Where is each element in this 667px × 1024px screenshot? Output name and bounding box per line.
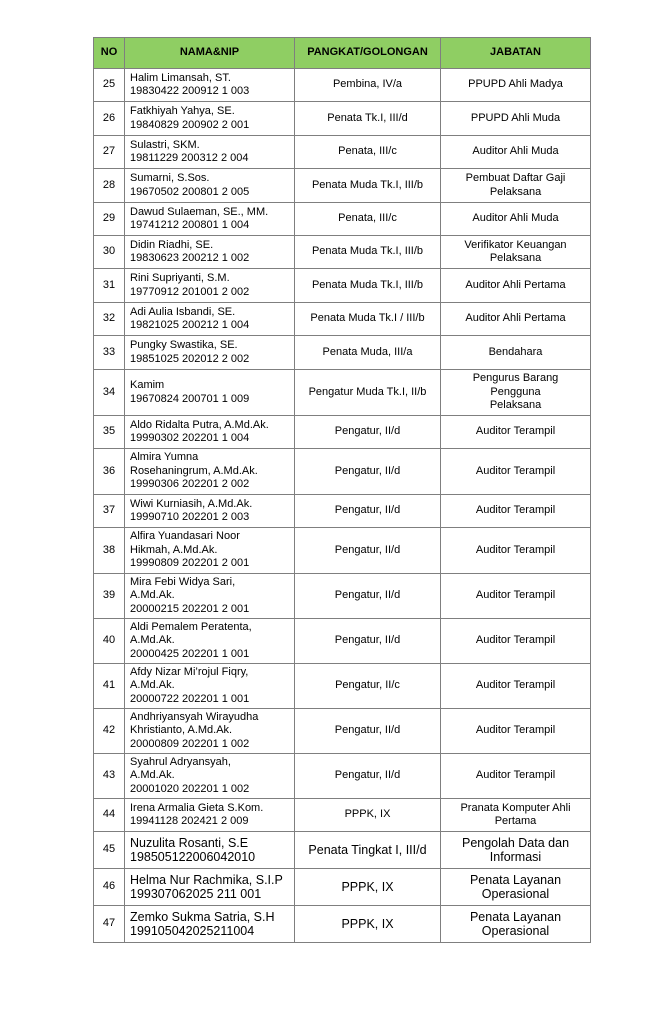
rank-cell: PPPK, IX xyxy=(295,869,441,906)
employee-name: Nuzulita Rosanti, S.E xyxy=(130,836,249,850)
rank-cell: Penata Muda Tk.I, III/b xyxy=(295,236,441,269)
rank-cell: Penata, III/c xyxy=(295,203,441,236)
name-nip-cell xyxy=(125,906,295,943)
table-row xyxy=(94,370,591,416)
table-row xyxy=(94,169,591,203)
employee-nip: 19811229 200312 2 004 xyxy=(130,152,249,164)
rank-cell: Penata Muda Tk.I, III/b xyxy=(295,169,441,203)
employee-name: Andhriyansyah Wirayudha Khristianto, A.Md.Ak. xyxy=(130,710,259,737)
employee-name: Almira Yumna Rosehaningrum, A.Md.Ak. xyxy=(130,451,258,477)
employee-name: Didin Riadhi, SE. xyxy=(130,238,214,251)
row-number: 33 xyxy=(94,336,125,370)
position-cell: Pengurus Barang Pengguna Pelaksana xyxy=(441,370,591,416)
header-rank: PANGKAT/GOLONGAN xyxy=(295,38,441,69)
rank-cell: Pengatur, II/d xyxy=(295,709,441,754)
name-nip-cell xyxy=(125,269,295,303)
name-nip-cell xyxy=(125,102,295,136)
name-nip-cell xyxy=(125,69,295,102)
row-number: 26 xyxy=(94,102,125,136)
position-cell: Auditor Ahli Pertama xyxy=(441,303,591,336)
employee-nip: 19830623 200212 1 002 xyxy=(130,252,250,264)
employee-name: Alfira Yuandasari Noor Hikmah, A.Md.Ak. xyxy=(130,530,240,556)
row-number: 43 xyxy=(94,754,125,799)
table-row xyxy=(94,528,591,574)
name-nip-cell xyxy=(125,495,295,528)
row-number: 34 xyxy=(94,370,125,416)
employee-name: Halim Limansah, ST. xyxy=(130,71,231,84)
rank-cell: Pengatur, II/c xyxy=(295,664,441,709)
name-nip-cell xyxy=(125,370,295,416)
rank-cell: Pengatur Muda Tk.I, II/b xyxy=(295,370,441,416)
table-row xyxy=(94,709,591,754)
employee-name: Helma Nur Rachmika, S.I.P xyxy=(130,873,283,887)
table-row xyxy=(94,303,591,336)
header-name-nip: NAMA&NIP xyxy=(125,38,295,69)
rank-cell: Pengatur, II/d xyxy=(295,574,441,619)
position-cell: PPUPD Ahli Madya xyxy=(441,69,591,102)
employee-name: Mira Febi Widya Sari, A.Md.Ak. xyxy=(130,575,236,602)
table-row xyxy=(94,269,591,303)
table-row xyxy=(94,236,591,269)
row-number: 46 xyxy=(94,869,125,906)
position-cell: Auditor Terampil xyxy=(441,449,591,495)
position-cell: Auditor Terampil xyxy=(441,754,591,799)
name-nip-cell xyxy=(125,832,295,869)
position-cell: Bendahara xyxy=(441,336,591,370)
table-row xyxy=(94,754,591,799)
table-row xyxy=(94,102,591,136)
employee-name: Fatkhiyah Yahya, SE. xyxy=(130,105,235,118)
employee-nip: 19770912 201001 2 002 xyxy=(130,285,250,298)
row-number: 47 xyxy=(94,906,125,943)
rank-cell: Pengatur, II/d xyxy=(295,619,441,664)
employee-nip: 19941128 202421 2 009 xyxy=(130,815,249,827)
name-nip-cell xyxy=(125,336,295,370)
name-nip-cell xyxy=(125,136,295,169)
name-nip-cell xyxy=(125,528,295,574)
employee-name: Sumarni, S.Sos. xyxy=(130,172,210,185)
table-row xyxy=(94,495,591,528)
table-row xyxy=(94,69,591,102)
table-row xyxy=(94,136,591,169)
table-row xyxy=(94,416,591,449)
table-row xyxy=(94,832,591,869)
employee-nip: 199105042025211004 xyxy=(130,924,255,938)
table-header-row xyxy=(94,38,591,69)
row-number: 31 xyxy=(94,269,125,303)
rank-cell: Penata Muda Tk.I / III/b xyxy=(295,303,441,336)
employee-nip: 20000722 202201 1 001 xyxy=(130,692,250,705)
position-cell: Penata Layanan Operasional xyxy=(441,906,591,943)
employee-name: Adi Aulia Isbandi, SE. xyxy=(130,305,236,318)
name-nip-cell xyxy=(125,203,295,236)
employee-nip: 19851025 202012 2 002 xyxy=(130,352,250,365)
employee-name: Aldi Pemalem Peratenta, A.Md.Ak. xyxy=(130,620,252,647)
employee-name: Aldo Ridalta Putra, A.Md.Ak. xyxy=(130,418,269,431)
position-cell: Pembuat Daftar Gaji Pelaksana xyxy=(441,169,591,203)
position-cell: Auditor Terampil xyxy=(441,495,591,528)
name-nip-cell xyxy=(125,169,295,203)
table-row xyxy=(94,869,591,906)
position-cell: Auditor Terampil xyxy=(441,416,591,449)
rank-cell: Penata, III/c xyxy=(295,136,441,169)
position-cell: Verifikator Keuangan Pelaksana xyxy=(441,236,591,269)
table-row xyxy=(94,574,591,619)
row-number: 41 xyxy=(94,664,125,709)
employee-nip: 19741212 200801 1 004 xyxy=(130,219,250,231)
employee-name: Pungky Swastika, SE. xyxy=(130,339,238,352)
name-nip-cell xyxy=(125,799,295,832)
position-cell: Auditor Ahli Muda xyxy=(441,136,591,169)
rank-cell: Penata Tk.I, III/d xyxy=(295,102,441,136)
row-number: 45 xyxy=(94,832,125,869)
position-cell: Auditor Terampil xyxy=(441,574,591,619)
row-number: 27 xyxy=(94,136,125,169)
table-row xyxy=(94,906,591,943)
rank-cell: PPPK, IX xyxy=(295,799,441,832)
rank-cell: Pengatur, II/d xyxy=(295,528,441,574)
employee-name: Wiwi Kurniasih, A.Md.Ak. xyxy=(130,497,253,510)
name-nip-cell xyxy=(125,236,295,269)
table-row xyxy=(94,664,591,709)
rank-cell: Pengatur, II/d xyxy=(295,449,441,495)
table-row xyxy=(94,799,591,832)
employee-nip: 19990306 202201 2 002 xyxy=(130,478,250,491)
row-number: 25 xyxy=(94,69,125,102)
employee-name: Dawud Sulaeman, SE., MM. xyxy=(130,205,269,218)
employee-name: Kamim xyxy=(130,379,165,392)
row-number: 29 xyxy=(94,203,125,236)
employee-name: Rini Supriyanti, S.M. xyxy=(130,272,230,285)
name-nip-cell xyxy=(125,449,295,495)
name-nip-cell xyxy=(125,709,295,754)
employee-nip: 20000215 202201 2 001 xyxy=(130,602,250,615)
row-number: 38 xyxy=(94,528,125,574)
employee-name: Irena Armalia Gieta S.Kom. xyxy=(130,801,264,814)
rank-cell: PPPK, IX xyxy=(295,906,441,943)
employee-nip: 19670824 200701 1 009 xyxy=(130,392,250,405)
rank-cell: Penata Tingkat I, III/d xyxy=(295,832,441,869)
name-nip-cell xyxy=(125,416,295,449)
position-cell: Auditor Ahli Muda xyxy=(441,203,591,236)
employee-nip: 19840829 200902 2 001 xyxy=(130,118,250,131)
rank-cell: Pembina, IV/a xyxy=(295,69,441,102)
name-nip-cell xyxy=(125,869,295,906)
employee-name: Sulastri, SKM. xyxy=(130,138,200,151)
header-position: JABATAN xyxy=(441,38,591,69)
position-cell: Auditor Terampil xyxy=(441,528,591,574)
row-number: 37 xyxy=(94,495,125,528)
row-number: 32 xyxy=(94,303,125,336)
employee-name: Afdy Nizar Mi’rojul Fiqry, A.Md.Ak. xyxy=(130,665,249,692)
name-nip-cell xyxy=(125,574,295,619)
row-number: 42 xyxy=(94,709,125,754)
employee-nip: 19990710 202201 2 003 xyxy=(130,511,250,523)
position-cell: Penata Layanan Operasional xyxy=(441,869,591,906)
name-nip-cell xyxy=(125,754,295,799)
table-row xyxy=(94,449,591,495)
employee-nip: 20001020 202201 1 002 xyxy=(130,782,250,795)
position-cell: PPUPD Ahli Muda xyxy=(441,102,591,136)
row-number: 44 xyxy=(94,799,125,832)
employee-nip: 19990302 202201 1 004 xyxy=(130,432,250,444)
table-row xyxy=(94,336,591,370)
employee-nip: 19821025 200212 1 004 xyxy=(130,319,250,331)
name-nip-cell xyxy=(125,619,295,664)
position-cell: Auditor Terampil xyxy=(441,709,591,754)
employee-nip: 198505122006042010 xyxy=(130,850,256,864)
employee-name: Syahrul Adryansyah, A.Md.Ak. xyxy=(130,755,231,782)
employee-table xyxy=(93,37,591,943)
row-number: 36 xyxy=(94,449,125,495)
rank-cell: Pengatur, II/d xyxy=(295,495,441,528)
position-cell: Pengolah Data dan Informasi xyxy=(441,832,591,869)
name-nip-cell xyxy=(125,303,295,336)
employee-nip: 20000809 202201 1 002 xyxy=(130,737,250,750)
table-row xyxy=(94,203,591,236)
rank-cell: Pengatur, II/d xyxy=(295,754,441,799)
row-number: 40 xyxy=(94,619,125,664)
employee-nip: 199307062025 211 001 xyxy=(130,887,262,901)
position-cell: Pranata Komputer Ahli Pertama xyxy=(441,799,591,832)
row-number: 30 xyxy=(94,236,125,269)
name-nip-cell xyxy=(125,664,295,709)
employee-name: Zemko Sukma Satria, S.H xyxy=(130,910,275,924)
rank-cell: Penata Muda, III/a xyxy=(295,336,441,370)
header-no: NO xyxy=(94,38,125,69)
rank-cell: Pengatur, II/d xyxy=(295,416,441,449)
rank-cell: Penata Muda Tk.I, III/b xyxy=(295,269,441,303)
position-cell: Auditor Ahli Pertama xyxy=(441,269,591,303)
employee-nip: 19830422 200912 1 003 xyxy=(130,85,250,97)
position-cell: Auditor Terampil xyxy=(441,664,591,709)
position-cell: Auditor Terampil xyxy=(441,619,591,664)
employee-nip: 19990809 202201 2 001 xyxy=(130,557,250,570)
employee-nip: 19670502 200801 2 005 xyxy=(130,185,250,198)
table-row xyxy=(94,619,591,664)
employee-nip: 20000425 202201 1 001 xyxy=(130,647,250,660)
row-number: 28 xyxy=(94,169,125,203)
row-number: 35 xyxy=(94,416,125,449)
row-number: 39 xyxy=(94,574,125,619)
